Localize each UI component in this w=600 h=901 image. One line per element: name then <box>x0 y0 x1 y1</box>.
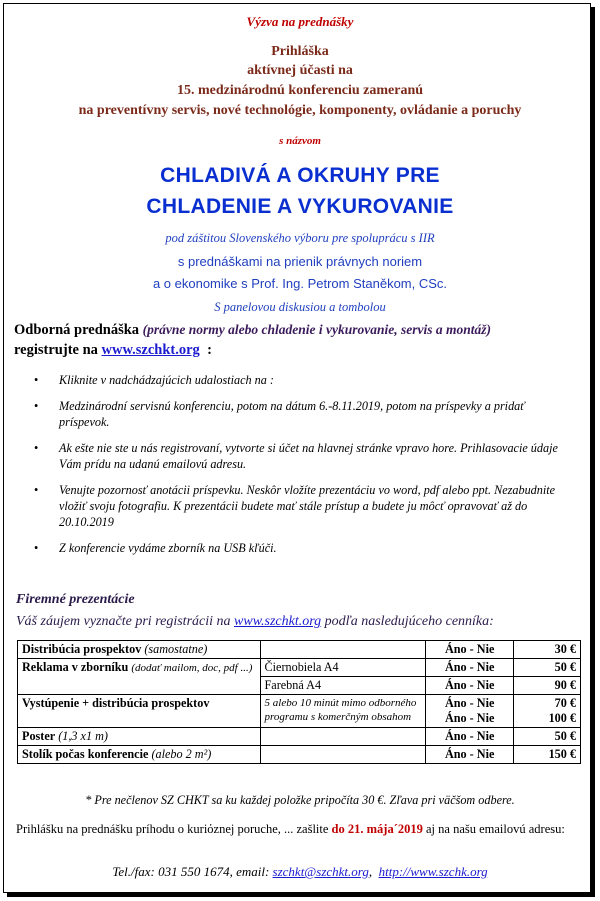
deadline: do 21. mája´2019 <box>331 822 423 836</box>
send-instructions: Prihlášku na prednášku príhodu o kuriόznej poruche, ... zašlite do 21. mája´2019 aj na našu emailovú adresu: <box>16 822 565 836</box>
yes-no-choice[interactable]: Áno - Nie <box>426 659 514 677</box>
application-title: Prihláška <box>271 44 329 59</box>
yes-no-choice[interactable]: Áno - Nie <box>426 641 514 659</box>
yes-no-choice[interactable]: Áno - Nie <box>444 711 495 725</box>
list-item: • Ak ešte nie ste u nás registrovaní, vytvorte si účet na hlavnej stránke vpravo hore. Prihlasovacie údaje Vám prídu na udanú emailovú adresu. <box>32 440 572 472</box>
yes-no-choice[interactable]: Áno - Nie <box>426 677 514 695</box>
expert-topics: (právne normy alebo chladenie i vykurovanie, servis a montáž) <box>142 322 492 337</box>
yes-no-choice[interactable]: Áno - Nie <box>444 696 495 710</box>
call-for-papers: Výzva na prednášky <box>246 14 354 29</box>
company-heading: Firemné prezentácie <box>16 592 135 607</box>
list-item: • Z konferencie vydáme zborník na USB kľúči. <box>32 540 572 556</box>
register-colon: : <box>207 342 212 358</box>
list-item: • Medzinárodní servisnú konferenciu, potom na dátum 6.-8.11.2019, potom na príspevky a pridať príspevok. <box>32 398 572 430</box>
website-link[interactable]: http://www.szchk.org <box>378 864 488 879</box>
price-table <box>17 640 581 764</box>
lectures-line2: a o ekonomike s Prof. Ing. Petrom Staněkom, CSc. <box>152 276 448 291</box>
participation-line: aktívnej účasti na <box>247 63 353 78</box>
instructions-list <box>32 372 572 566</box>
table-row: Farebná A4 Áno - Nie 90 € <box>18 677 581 695</box>
lectures-line1: s prednáškami na prienik právnych noriem <box>177 254 423 269</box>
table-row: Reklama v zborníku (dodať mailom, doc, pdf ...) Čiernobiela A4 Áno - Nie 50 € <box>18 659 581 677</box>
expert-lecture-section <box>14 320 589 360</box>
list-item: • Kliknite v nadchádzajúcich udalostiach na : <box>32 372 572 388</box>
patronage-line: pod záštitou Slovenského výboru pre spoluprácu s IIR <box>165 231 435 245</box>
expert-label: Odborná prednáška <box>14 322 140 338</box>
nonmember-note: * Pre nečlenov SZ CHKT sa ku každej položke pripočíta 30 €. Zľava pri väčšom odbere. <box>85 793 515 807</box>
interest-text-end: podľa nasledujúceho cenníka: <box>324 614 494 629</box>
list-item: • Venujte pozornosť anotácii príspevku. Neskôr vložíte prezentáciu vo word, pdf alebo ppt. Nezabudnite vložiť svoju fotografiu. K prezentácii budete mať stále prístup a budete ju môcť opravovať až do 20.10.2019 <box>32 482 572 530</box>
named-label: s názvom <box>279 135 321 147</box>
register-label: registrujte na <box>14 342 98 358</box>
yes-no-choice[interactable]: Áno - Nie <box>426 728 514 746</box>
interest-text: Váš záujem vyznačte pri registrácii na <box>16 614 231 629</box>
panel-line: S panelovou diskusiou a tombolou <box>214 300 386 314</box>
conference-title-line1: CHLADIVÁ A OKRUHY PRE <box>160 164 440 187</box>
table-row: Poster (1,3 x1 m) Áno - Nie 50 € <box>18 728 581 746</box>
contact-line: Tel./fax: 031 550 1674, email: szchkt@szchkt.org, http://www.szchk.org <box>112 864 488 879</box>
table-row: Vystúpenie + distribúcia prospektov 5 alebo 10 minút mimo odborného programu s komerčným obsahom Áno - Nie Áno - Nie 70 € 100 € <box>18 695 581 728</box>
interest-line <box>16 614 591 630</box>
conference-title-line2: CHLADENIE A VYKUROVANIE <box>146 195 454 218</box>
table-row: Distribúcia prospektov (samostatne) Áno - Nie 30 € <box>18 641 581 659</box>
table-row: Stolík počas konferencie (alebo 2 m²) Áno - Nie 150 € <box>18 746 581 764</box>
conference-line: 15. medzinárodnú konferenciu zameranú <box>176 83 424 98</box>
yes-no-choice[interactable]: Áno - Nie <box>426 746 514 764</box>
register-link[interactable]: www.szchkt.org <box>101 342 200 358</box>
focus-line: na preventívny servis, nové technológie, komponenty, ovládanie a poruchy <box>78 103 522 118</box>
pricing-link[interactable]: www.szchkt.org <box>234 614 322 629</box>
email-link[interactable]: szchkt@szchkt.org <box>272 864 369 879</box>
